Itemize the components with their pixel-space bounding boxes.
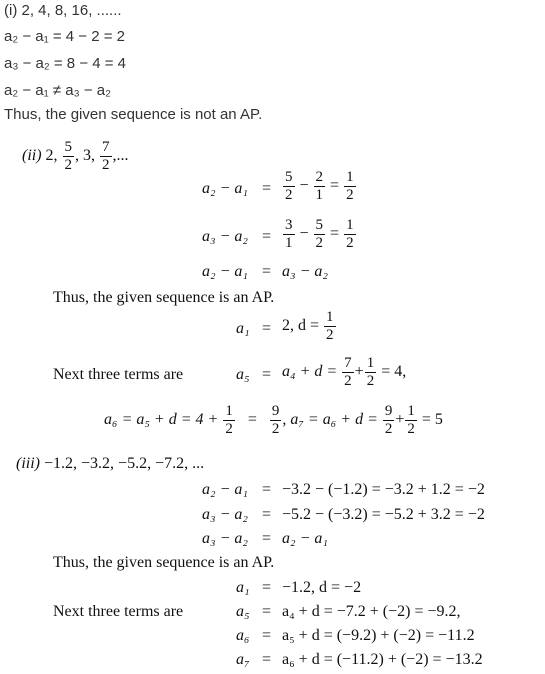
- part3-a7-rhs: a₆ + d = (−11.2) + (−2) = −13.2: [282, 651, 483, 668]
- part2-a1-eq: =: [262, 320, 272, 337]
- part3-l3-rhs: a₂ − a₁: [282, 530, 328, 547]
- equals: =: [247, 411, 257, 429]
- frac: [324, 310, 336, 343]
- frac-num: 1: [326, 309, 334, 325]
- a5-expr: a₄ + d =: [282, 363, 338, 381]
- frac-den: 2: [366, 373, 375, 389]
- frac: [314, 218, 326, 251]
- part2-a5-lhs: a₅: [236, 366, 250, 383]
- frac-den: 2: [271, 421, 280, 437]
- part3-seq: −1.2, −3.2, −5.2, −7.2, ...: [44, 455, 205, 472]
- part2-d3-lhs: a₂ − a₁: [202, 263, 248, 280]
- part3-l2-rhs: −5.2 − (−3.2) = −5.2 + 3.2 = −2: [282, 506, 485, 523]
- part2-d2-lhs: a₃ − a₂: [202, 228, 248, 245]
- plus: +: [354, 363, 364, 381]
- part3-a6-eq: =: [262, 627, 272, 644]
- part2-d3-rhs: a₃ − a₂: [282, 263, 328, 280]
- part3-l3-lhs: a₃ − a₂: [202, 530, 248, 547]
- a7-result: = 5: [421, 411, 443, 429]
- part2-a1-lhs: a₁: [236, 320, 250, 337]
- seq-frac-2: [100, 140, 112, 173]
- part2-d1-rhs: [282, 170, 357, 203]
- equals: =: [330, 177, 340, 195]
- part3-a7-lhs: a₇: [236, 651, 250, 668]
- frac-den: 2: [344, 373, 352, 389]
- frac-num: 1: [346, 169, 354, 185]
- frac-num: 7: [344, 355, 352, 371]
- frac: [383, 404, 395, 437]
- plus: +: [395, 411, 405, 429]
- part3-conclusion: Thus, the given sequence is an AP.: [53, 554, 275, 571]
- frac: [283, 170, 295, 203]
- frac-num: 7: [102, 139, 110, 155]
- frac-den: 2: [407, 421, 415, 437]
- frac: [283, 218, 295, 251]
- a7-expr: , a₇ = a₆ + d =: [282, 411, 378, 429]
- minus: −: [299, 177, 309, 195]
- frac-num: 5: [315, 217, 324, 233]
- frac-den: 2: [225, 421, 233, 437]
- frac-den: 1: [285, 235, 293, 251]
- part2-a6-line: [104, 404, 443, 437]
- frac-num: 1: [225, 403, 233, 419]
- part1-heading: (i) 2, 4, 8, 16, ......: [4, 2, 122, 19]
- frac-den: 2: [64, 157, 73, 173]
- frac: [365, 356, 377, 389]
- frac-den: 2: [384, 421, 393, 437]
- frac: [223, 404, 235, 437]
- part3-l1-lhs: a₂ − a₁: [202, 481, 248, 498]
- part1-line3: a₂ − a₁ ≠ a₃ − a₂: [4, 82, 111, 99]
- frac-num: 5: [64, 139, 73, 155]
- part3-l1-eq: =: [262, 481, 272, 498]
- minus: −: [299, 225, 309, 243]
- part2-a5-rhs: [282, 356, 406, 389]
- frac: [342, 356, 354, 389]
- part2-d3-eq: =: [262, 263, 272, 280]
- seq-frac-1: [63, 140, 75, 173]
- part2-conclusion: Thus, the given sequence is an AP.: [53, 289, 275, 306]
- frac-den: 2: [326, 327, 334, 343]
- part2-d1-lhs: a₂ − a₁: [202, 180, 248, 197]
- part2-d1-eq: =: [262, 180, 272, 197]
- part2-next-label: Next three terms are: [53, 366, 184, 383]
- frac: [344, 218, 356, 251]
- frac-den: 2: [346, 235, 354, 251]
- part2-d2-eq: =: [262, 228, 272, 245]
- a5-result: = 4,: [381, 363, 407, 381]
- frac: [314, 170, 326, 203]
- frac: [270, 404, 282, 437]
- equals: =: [330, 225, 340, 243]
- frac-num: 2: [315, 169, 324, 185]
- frac-den: 1: [315, 187, 324, 203]
- frac-num: 1: [346, 217, 354, 233]
- frac-den: 2: [315, 235, 324, 251]
- a6-expr: a₆ = a₅ + d = 4 +: [104, 411, 219, 429]
- seq-mid: , 3,: [75, 147, 96, 165]
- part2-label: (ii): [22, 147, 42, 165]
- part3-a5-lhs: a₅: [236, 603, 250, 620]
- part3-a7-eq: =: [262, 651, 272, 668]
- part3-l2-lhs: a₃ − a₂: [202, 506, 248, 523]
- part3-label: (iii): [16, 455, 40, 472]
- part2-d2-rhs: [282, 218, 357, 251]
- part1-conclusion: Thus, the given sequence is not an AP.: [4, 106, 263, 123]
- part3-sequence: [16, 455, 204, 473]
- part3-l1-rhs: −3.2 − (−1.2) = −3.2 + 1.2 = −2: [282, 481, 485, 498]
- part2-a5-eq: =: [262, 366, 272, 383]
- frac-num: 3: [285, 217, 293, 233]
- part3-a6-lhs: a₆: [236, 627, 250, 644]
- frac-num: 9: [384, 403, 393, 419]
- frac-num: 5: [285, 169, 293, 185]
- part1-line2: a₃ − a₂ = 8 − 4 = 4: [4, 55, 127, 72]
- part3-a1-rhs: −1.2, d = −2: [282, 579, 362, 596]
- part2-sequence: [22, 140, 129, 173]
- part3-a5-rhs: a₄ + d = −7.2 + (−2) = −9.2,: [282, 603, 461, 620]
- part3-l3-eq: =: [262, 530, 272, 547]
- frac-num: 9: [271, 403, 280, 419]
- part3-next-label: Next three terms are: [53, 603, 184, 620]
- a1-value: 2, d =: [282, 317, 320, 335]
- part3-a1-eq: =: [262, 579, 272, 596]
- part2-a1-rhs: [282, 310, 337, 343]
- frac-num: 1: [366, 355, 375, 371]
- part3-a5-eq: =: [262, 603, 272, 620]
- seq-suffix: ,...: [112, 147, 129, 165]
- frac-den: 2: [285, 187, 293, 203]
- part3-a1-lhs: a₁: [236, 579, 250, 596]
- frac: [344, 170, 356, 203]
- frac-den: 2: [346, 187, 354, 203]
- frac: [405, 404, 417, 437]
- frac-num: 1: [407, 403, 415, 419]
- part3-l2-eq: =: [262, 506, 272, 523]
- part1-line1: a₂ − a₁ = 4 − 2 = 2: [4, 28, 125, 45]
- part3-a6-rhs: a₅ + d = (−9.2) + (−2) = −11.2: [282, 627, 475, 644]
- frac-den: 2: [102, 157, 110, 173]
- seq-prefix: 2,: [45, 147, 58, 165]
